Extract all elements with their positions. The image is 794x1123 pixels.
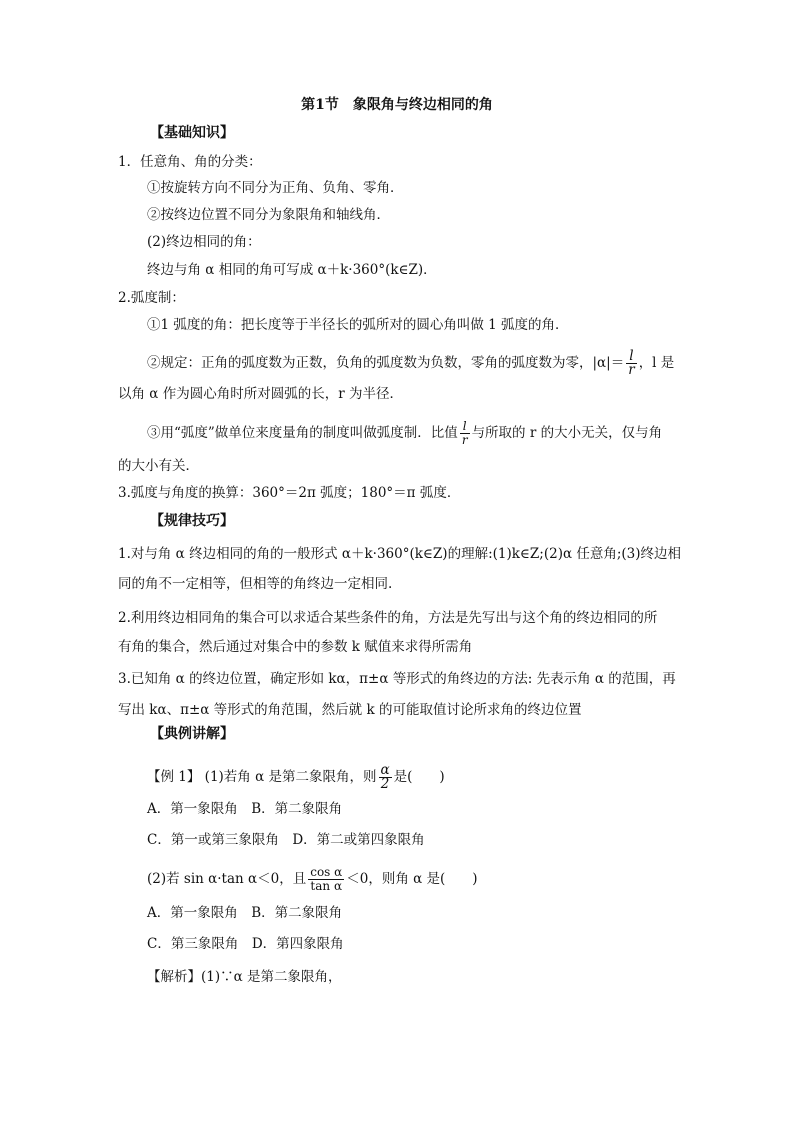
fraction-numerator: α — [380, 762, 390, 778]
section-heading-examples: 【典例讲解】 — [150, 726, 234, 742]
text-line: ②按终边位置不同分为象限角和轴线角． — [147, 207, 390, 223]
text-line-fraction — [147, 420, 662, 447]
fraction-denominator: tan α — [310, 879, 343, 893]
fraction-l-over-r — [626, 350, 636, 377]
fraction-numerator: l — [626, 350, 636, 364]
example-question-line — [147, 764, 445, 791]
text-line: 的大小有关． — [118, 458, 199, 474]
text-segment: 【例 1】 (1)若角 α 是第二象限角，则 — [147, 769, 377, 785]
answer-options: A．第一象限角 B．第二象限角 — [147, 905, 343, 921]
text-line: 3.已知角 α 的终边位置，确定形如 kα，π±α 等形式的角终边的方法: 先表示角 α 的范围，再 — [118, 671, 676, 687]
text-segment: ③用“弧度”做单位来度量角的制度叫做弧度制．比值 — [147, 425, 458, 441]
text-line-fraction — [147, 350, 674, 377]
fraction-numerator: l — [460, 420, 470, 434]
fraction-numerator: cos α — [310, 865, 343, 879]
text-line: 同的角不一定相等，但相等的角终边一定相同. — [118, 576, 393, 592]
fraction-cos-over-tan — [308, 866, 344, 893]
text-segment: ，l 是 — [638, 355, 675, 371]
fraction-l-over-r — [460, 420, 470, 447]
fraction-denominator: 2 — [380, 776, 390, 792]
analysis-line: 【解析】(1)∵α 是第二象限角， — [147, 969, 342, 985]
page-title: 第1节 象限角与终边相同的角 — [301, 97, 493, 113]
text-line: (2)终边相同的角： — [147, 234, 261, 250]
text-line: ①1 弧度的角：把长度等于半径长的弧所对的圆心角叫做 1 弧度的角． — [147, 317, 569, 333]
fraction-denominator: r — [628, 362, 635, 378]
answer-options: A．第一象限角 B．第二象限角 — [147, 801, 343, 817]
fraction-alpha-over-2 — [379, 764, 392, 791]
text-line: 终边与角 α 相同的角可写成 α＋k·360°(k∈Z)． — [147, 262, 437, 278]
text-line: 写出 kα、π±α 等形式的角范围，然后就 k 的可能取值讨论所求角的终边位置 — [118, 702, 582, 718]
text-segment: ②规定：正角的弧度数为正数，负角的弧度数为负数，零角的弧度数为零，|α|＝ — [147, 355, 625, 371]
text-segment: 与所取的 r 的大小无关，仅与角 — [471, 425, 663, 441]
text-line: ①按旋转方向不同分为正角、负角、零角． — [147, 180, 404, 196]
text-segment: (2)若 sin α·tan α＜0，且 — [147, 871, 307, 887]
section-heading-skills: 【规律技巧】 — [150, 513, 234, 529]
text-line: 2.利用终边相同角的集合可以求适合某些条件的角，方法是先写出与这个角的终边相同的所 — [118, 610, 658, 626]
text-line: 2.弧度制： — [118, 290, 185, 306]
text-segment: 是( ) — [393, 769, 445, 785]
text-segment: ＜0，则角 α 是( ) — [346, 871, 478, 887]
text-line: 有角的集合，然后通过对集合中的参数 k 赋值来求得所需角 — [118, 639, 473, 655]
section-heading-basic: 【基础知识】 — [150, 125, 234, 141]
text-line: 1．任意角、角的分类： — [118, 154, 262, 170]
text-line: 以角 α 作为圆心角时所对圆弧的长，r 为半径． — [118, 386, 403, 402]
answer-options: C．第一或第三象限角 D．第二或第四象限角 — [147, 832, 425, 848]
text-line: 3.弧度与角度的换算：360°＝2π 弧度；180°＝π 弧度． — [118, 485, 461, 501]
fraction-denominator: r — [461, 433, 468, 447]
text-line: 1.对与角 α 终边相同的角的一般形式 α＋k·360°(k∈Z)的理解:(1)k∈Z;(2)α 任意角;(3)终边相 — [118, 546, 682, 562]
answer-options: C．第三象限角 D．第四象限角 — [147, 936, 344, 952]
example-question-line — [147, 866, 478, 893]
